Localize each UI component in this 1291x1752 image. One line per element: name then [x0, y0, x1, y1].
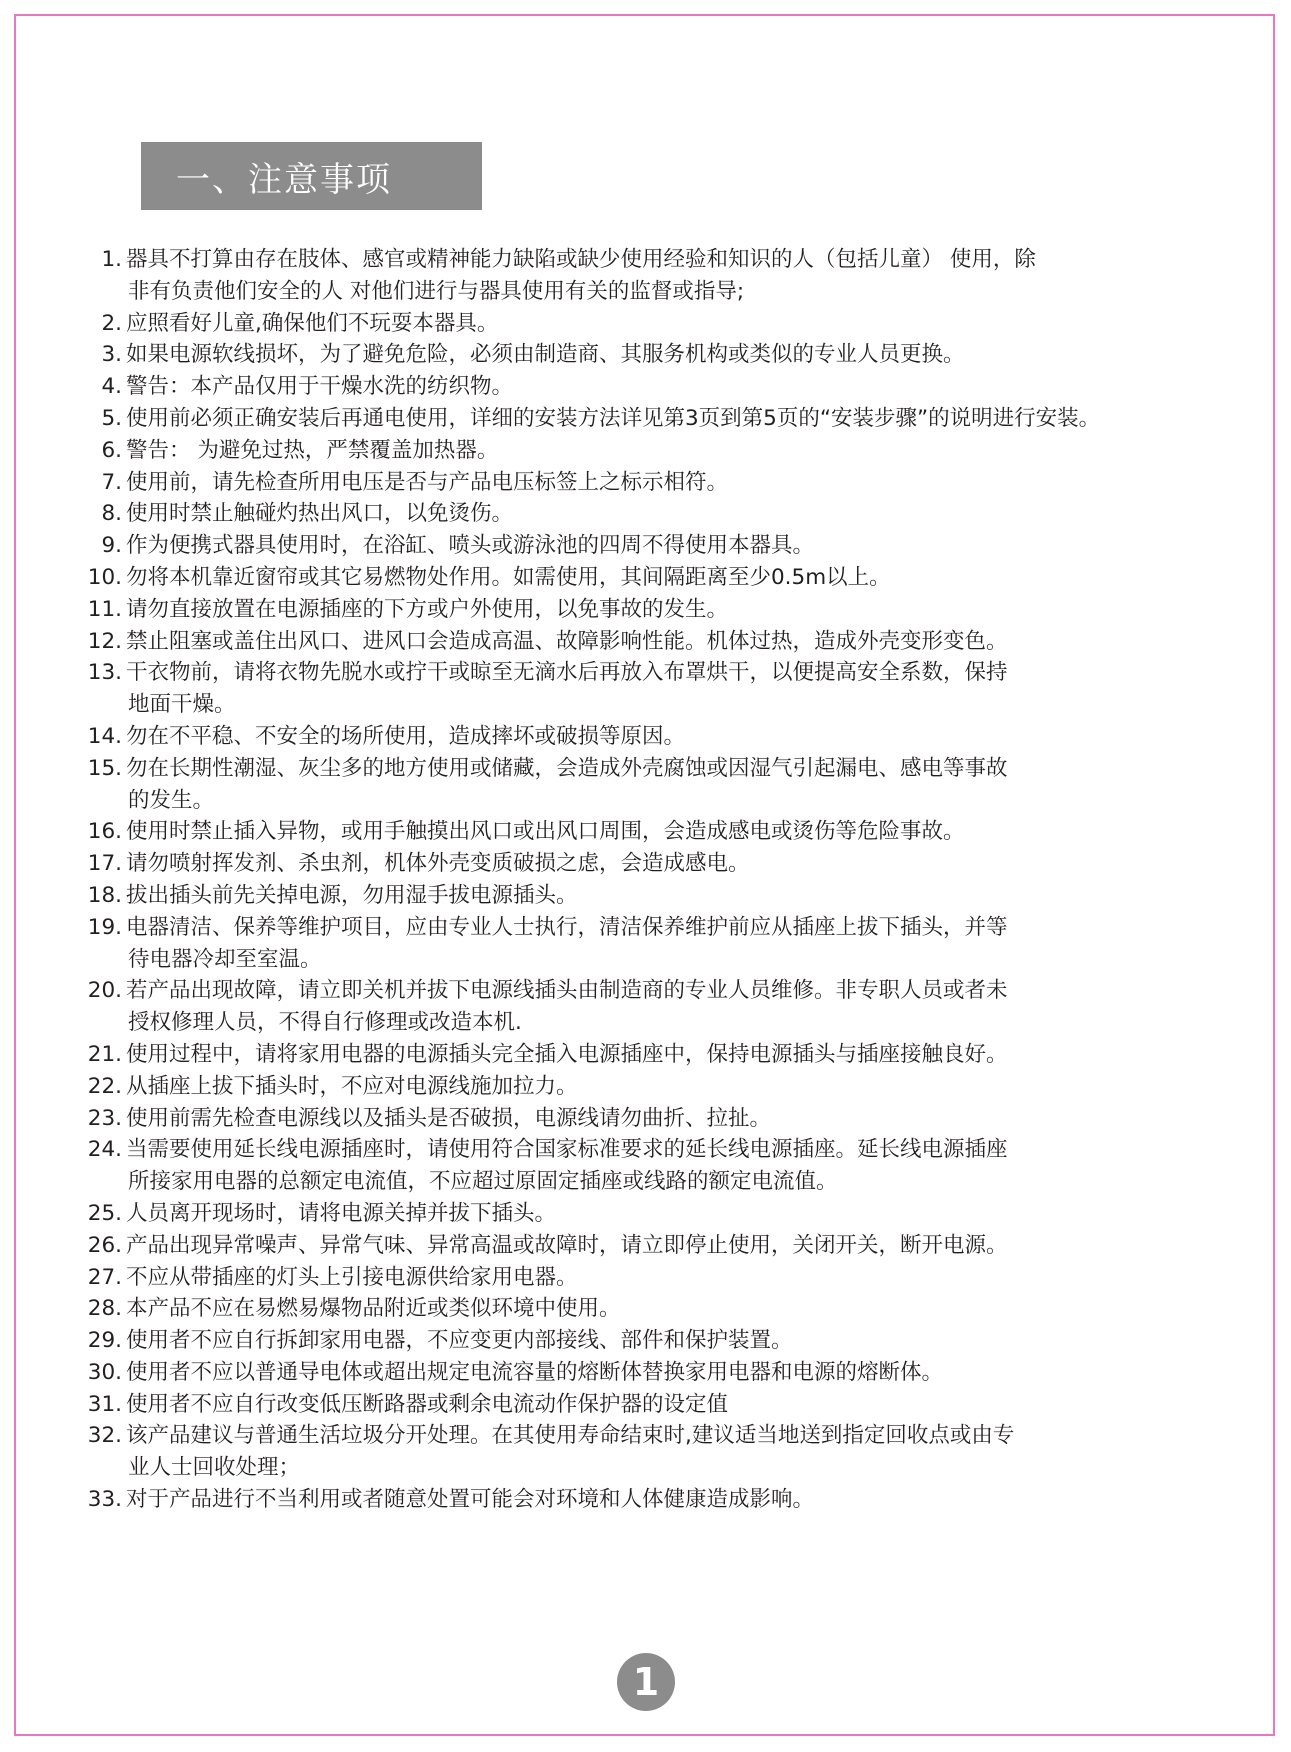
item-number: 2. [101, 310, 122, 336]
item-text [126, 403, 1100, 435]
item-text-line: 若产品出现故障，请立即关机并拔下电源线插头由制造商的专业人员维修。非专职人员或者未 [126, 978, 1008, 1004]
list-item [70, 530, 1270, 562]
item-text [126, 1420, 1014, 1484]
item-text [126, 1230, 1008, 1262]
item-text-line: 勿在不平稳、不安全的场所使用，造成摔坏或破损等原因。 [126, 723, 686, 749]
item-text-line: 人员离开现场时，请将电源关掉并拔下插头。 [126, 1200, 557, 1226]
list-item [70, 1039, 1270, 1071]
page-number-badge: 1 [617, 1653, 675, 1711]
item-text [126, 816, 965, 848]
list-item [70, 912, 1270, 976]
item-number: 5. [101, 405, 122, 431]
item-number: 7. [101, 469, 122, 495]
item-number: 15. [87, 755, 122, 781]
section-header [141, 142, 482, 210]
item-text-line: 不应从带插座的灯头上引接电源供给家用电器。 [126, 1264, 578, 1290]
item-number: 19. [87, 914, 122, 940]
item-text [126, 1484, 814, 1516]
item-number: 1. [101, 247, 122, 272]
item-number: 26. [87, 1232, 122, 1258]
item-number: 24. [87, 1137, 122, 1163]
list-item [70, 626, 1270, 658]
list-item [70, 1293, 1270, 1325]
list-item [70, 753, 1270, 817]
precautions-list [70, 244, 1270, 1516]
item-number: 3. [101, 342, 122, 368]
item-text [126, 880, 578, 912]
item-text-line: 产品出现异常噪声、异常气味、异常高温或故障时，请立即停止使用，关闭开关，断开电源。 [126, 1232, 1008, 1258]
item-number: 12. [87, 628, 122, 654]
list-item [70, 339, 1270, 371]
item-number: 14. [87, 723, 122, 749]
item-text [126, 848, 750, 880]
list-item [70, 371, 1270, 403]
list-item [70, 1484, 1270, 1516]
item-text-line: 该产品建议与普通生活垃圾分开处理。在其使用寿命结束时,建议适当地送到指定回收点或由专 [126, 1423, 1015, 1449]
item-text-line: 应照看好儿童,确保他们不玩耍本器具。 [126, 310, 499, 336]
list-item [70, 562, 1270, 594]
item-text-line: 如果电源软线损坏，为了避免危险，必须由制造商、其服务机构或类似的专业人员更换。 [126, 342, 965, 368]
item-number: 21. [87, 1041, 122, 1067]
item-text-line: 器具不打算由存在肢体、感官或精神能力缺陷或缺少使用经验和知识的人（包括儿童） 使用，除 [126, 247, 1036, 272]
item-text-line: 干衣物前，请将衣物先脱水或拧干或晾至无滴水后再放入布罩烘干，以便提高安全系数，保持 [126, 660, 1008, 686]
list-item [70, 403, 1270, 435]
item-number: 28. [87, 1296, 122, 1322]
item-text-line: 请勿喷射挥发剂、杀虫剂，机体外壳变质破损之虑，会造成感电。 [126, 851, 750, 877]
item-text-line: 电器清洁、保养等维护项目，应由专业人士执行，清洁保养维护前应从插座上拔下插头，并等 [126, 914, 1008, 940]
item-text-line: 授权修理人员，不得自行修理或改造本机. [128, 1010, 522, 1036]
item-number: 32. [87, 1423, 122, 1449]
item-text [126, 657, 1008, 721]
list-item [70, 1325, 1270, 1357]
item-text [126, 339, 965, 371]
item-text-line: 地面干燥。 [128, 692, 236, 718]
item-text-line: 业人士回收处理； [128, 1455, 301, 1481]
item-text-line: 使用前需先检查电源线以及插头是否破损，电源线请勿曲折、拉扯。 [126, 1105, 772, 1131]
list-item [70, 657, 1270, 721]
item-text [126, 1357, 943, 1389]
item-text [126, 498, 513, 530]
list-item [70, 498, 1270, 530]
list-item [70, 1230, 1270, 1262]
item-text-line: 从插座上拔下插头时，不应对电源线施加拉力。 [126, 1073, 578, 1099]
list-item [70, 594, 1270, 626]
item-text [126, 975, 1008, 1039]
item-number: 18. [87, 882, 122, 908]
item-number: 16. [87, 819, 122, 845]
item-text [126, 1134, 1008, 1198]
list-item [70, 1389, 1270, 1421]
item-text [126, 1262, 578, 1294]
item-text-line: 使用者不应自行拆卸家用电器，不应变更内部接线、部件和保护装置。 [126, 1328, 793, 1354]
item-text [126, 562, 891, 594]
item-text-line: 当需要使用延长线电源插座时，请使用符合国家标准要求的延长线电源插座。延长线电源插座 [126, 1137, 1008, 1163]
list-item [70, 1103, 1270, 1135]
item-text-line: 所接家用电器的总额定电流值，不应超过原固定插座或线路的额定电流值。 [128, 1169, 838, 1195]
item-number: 8. [101, 501, 122, 527]
item-text-line: 对于产品进行不当利用或者随意处置可能会对环境和人体健康造成影响。 [126, 1487, 815, 1513]
item-text-line: 警告：本产品仅用于干燥水洗的纺织物。 [126, 374, 514, 400]
item-text [126, 1325, 793, 1357]
item-text-line: 请勿直接放置在电源插座的下方或户外使用，以免事故的发生。 [126, 596, 729, 622]
item-number: 11. [87, 596, 122, 622]
list-item [70, 848, 1270, 880]
item-text [126, 721, 685, 753]
item-text [126, 1103, 771, 1135]
list-item [70, 1134, 1270, 1198]
item-number: 6. [101, 437, 122, 463]
item-number: 17. [87, 851, 122, 877]
item-number: 31. [87, 1391, 122, 1417]
item-text [126, 1293, 621, 1325]
item-number: 13. [87, 660, 122, 686]
item-number: 33. [87, 1487, 122, 1513]
item-number: 29. [87, 1328, 122, 1354]
item-text [126, 530, 814, 562]
item-number: 22. [87, 1073, 122, 1099]
item-number: 9. [101, 533, 122, 559]
list-item [70, 975, 1270, 1039]
item-text-line: 使用过程中，请将家用电器的电源插头完全插入电源插座中，保持电源插头与插座接触良好。 [126, 1041, 1008, 1067]
item-text [126, 912, 1008, 976]
list-item [70, 1262, 1270, 1294]
list-item [70, 435, 1270, 467]
item-text-line: 作为便携式器具使用时，在浴缸、喷头或游泳池的四周不得使用本器具。 [126, 533, 815, 559]
item-number: 10. [87, 564, 122, 590]
item-text-line: 非有负责他们安全的人 对他们进行与器具使用有关的监督或指导; [128, 278, 745, 304]
item-text-line: 待电器冷却至室温。 [128, 946, 322, 972]
item-text [126, 435, 498, 467]
item-text-line: 使用前，请先检查所用电压是否与产品电压标签上之标示相符。 [126, 469, 729, 495]
item-text [126, 467, 728, 499]
item-text [126, 753, 1008, 817]
item-text [126, 1039, 1008, 1071]
item-text-line: 使用前必须正确安装后再通电使用，详细的安装方法详见第3页到第5页的“安装步骤”的说明进行安装。 [126, 405, 1101, 431]
list-item [70, 721, 1270, 753]
list-item [70, 308, 1270, 340]
item-text-line: 使用时禁止插入异物，或用手触摸出风口或出风口周围，会造成感电或烫伤等危险事故。 [126, 819, 965, 845]
item-text [126, 1071, 578, 1103]
item-text-line: 禁止阻塞或盖住出风口、进风口会造成高温、故障影响性能。机体过热，造成外壳变形变色。 [126, 628, 1008, 654]
item-text [126, 371, 513, 403]
item-text [126, 626, 1008, 658]
section-title: 一、注意事项 [176, 159, 392, 200]
item-text-line: 的发生。 [128, 787, 215, 813]
item-text-line: 拔出插头前先关掉电源，勿用湿手拔电源插头。 [126, 882, 578, 908]
item-text [126, 1389, 728, 1421]
item-number: 27. [87, 1264, 122, 1290]
item-text-line: 本产品不应在易燃易爆物品附近或类似环境中使用。 [126, 1296, 621, 1322]
list-item [70, 816, 1270, 848]
item-number: 4. [101, 374, 122, 400]
item-text [126, 594, 728, 626]
item-text-line: 使用者不应自行改变低压断路器或剩余电流动作保护器的设定值 [126, 1391, 729, 1417]
item-text [126, 1198, 556, 1230]
item-text-line: 使用时禁止触碰灼热出风口，以免烫伤。 [126, 501, 514, 527]
item-number: 25. [87, 1200, 122, 1226]
item-text [126, 308, 498, 340]
item-text-line: 勿在长期性潮湿、灰尘多的地方使用或储藏，会造成外壳腐蚀或因湿气引起漏电、感电等事故 [126, 755, 1008, 781]
list-item [70, 467, 1270, 499]
list-item [70, 880, 1270, 912]
list-item [70, 1198, 1270, 1230]
item-text-line: 警告： 为避免过热，严禁覆盖加热器。 [126, 437, 499, 463]
list-item [70, 1071, 1270, 1103]
item-number: 23. [87, 1105, 122, 1131]
item-text [126, 244, 1036, 308]
item-text-line: 使用者不应以普通导电体或超出规定电流容量的熔断体替换家用电器和电源的熔断体。 [126, 1359, 944, 1385]
item-number: 20. [87, 978, 122, 1004]
list-item [70, 1420, 1270, 1484]
list-item [70, 244, 1270, 308]
item-number: 30. [87, 1359, 122, 1385]
list-item [70, 1357, 1270, 1389]
item-text-line: 勿将本机靠近窗帘或其它易燃物处作用。如需使用，其间隔距离至少0.5m以上。 [126, 564, 891, 590]
